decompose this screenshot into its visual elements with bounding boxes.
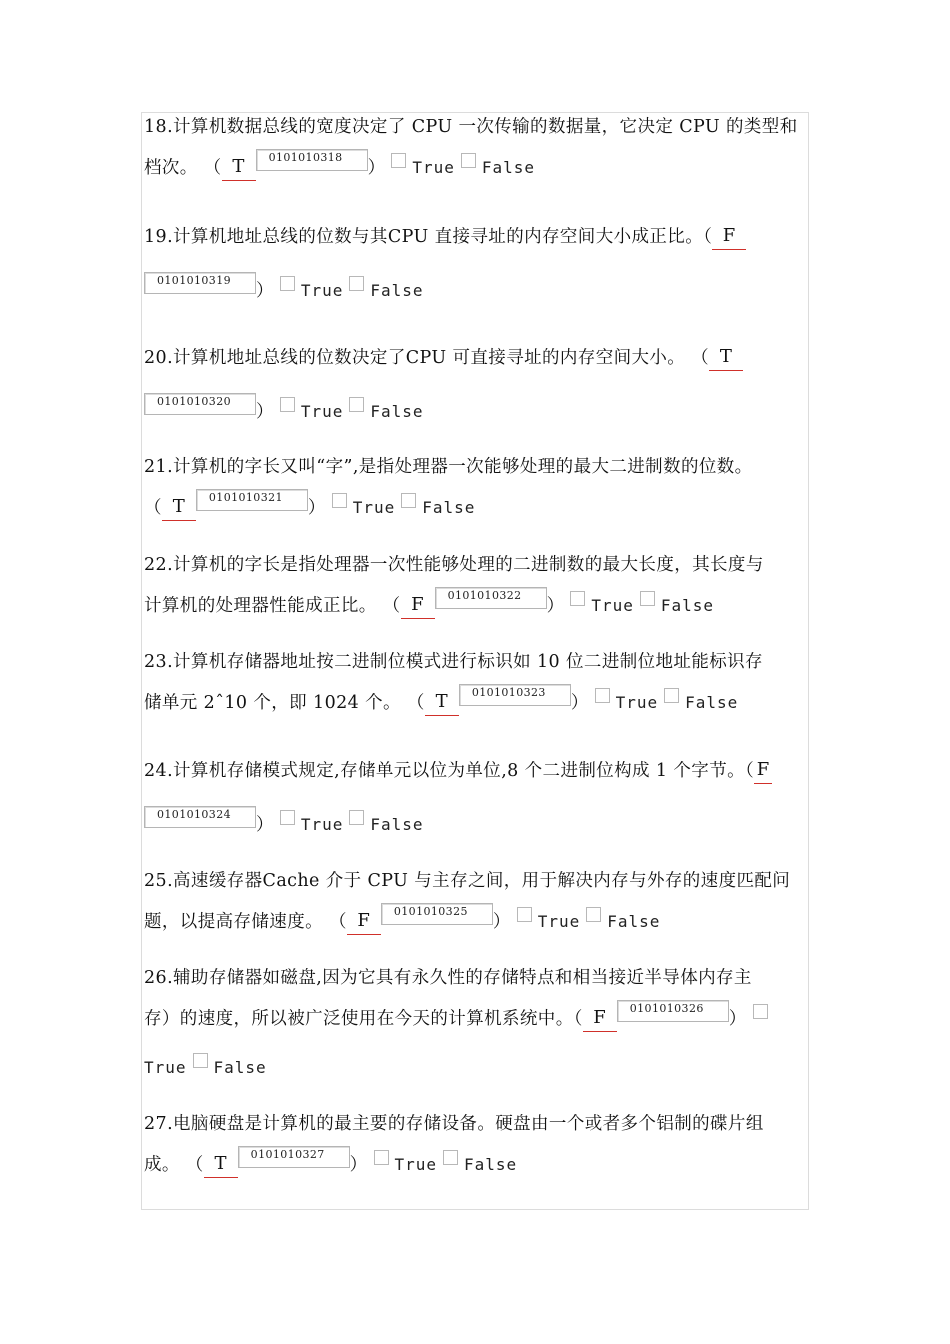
false-checkbox[interactable] (443, 1150, 458, 1165)
question-text-cont: 存）的速度，所以被广泛使用在今天的计算机系统中。（ (144, 1009, 583, 1029)
close-paren: ） (728, 1009, 747, 1029)
true-label: True (591, 596, 634, 615)
question-text: 21.计算机的字长又叫“字”,是指处理器一次能够处理的最大二进制数的位数。 (144, 457, 753, 477)
open-paren: （ (144, 498, 162, 518)
close-paren: ） (256, 402, 274, 422)
answer-mark: T (425, 691, 459, 716)
false-label: False (463, 1155, 518, 1174)
answer-line (144, 1002, 768, 1032)
true-checkbox[interactable] (570, 591, 585, 606)
answer-line (144, 1148, 518, 1178)
true-label: True (412, 158, 455, 177)
answer-mark: T (204, 1153, 238, 1178)
answer-line (144, 589, 715, 619)
true-label: True (394, 1155, 438, 1174)
question-text-cont: 计算机的处理器性能成正比。 （ (144, 596, 401, 616)
question-id-field[interactable]: 0101010327 (238, 1146, 350, 1168)
false-label: False (607, 912, 661, 931)
question-id-field[interactable]: 0101010318 (256, 149, 368, 171)
answer-line (144, 395, 424, 425)
close-paren: ） (367, 158, 386, 178)
close-paren: ） (256, 281, 274, 301)
close-paren: ） (570, 693, 589, 713)
true-label: True (300, 281, 344, 300)
true-checkbox[interactable] (753, 1004, 768, 1019)
close-paren: ） (349, 1155, 368, 1175)
question-line (144, 345, 743, 371)
close-paren: ） (307, 498, 326, 518)
true-checkbox[interactable] (391, 153, 406, 168)
question-id-field[interactable]: 0101010323 (459, 684, 571, 706)
question-id-field[interactable]: 0101010320 (144, 393, 256, 415)
question-line (144, 758, 772, 784)
true-checkbox[interactable] (332, 493, 347, 508)
question-text-cont: 储单元 2ˆ10 个，即 1024 个。 （ (144, 693, 425, 713)
answer-line (144, 151, 536, 181)
true-label: True (537, 912, 581, 931)
question-id-field[interactable]: 0101010325 (381, 903, 493, 925)
question-text: 26.辅助存储器如磁盘,因为它具有永久性的存储特点和相当接近半导体内存主 (144, 968, 752, 988)
true-checkbox[interactable] (280, 810, 295, 825)
question-text: 27.电脑硬盘是计算机的最主要的存储设备。硬盘由一个或者多个铝制的碟片组 (144, 1114, 764, 1134)
question-line (144, 224, 746, 250)
false-checkbox[interactable] (349, 276, 364, 291)
question-text: 19.计算机地址总线的位数与其CPU 直接寻址的内存空间大小成正比。（ (144, 227, 713, 247)
question-id-field[interactable]: 0101010326 (617, 1000, 729, 1022)
question-text: 25.高速缓存器Cache 介于 CPU 与主存之间，用于解决内存与外存的速度匹配问 (144, 871, 791, 891)
close-paren: ） (492, 912, 511, 932)
question-id-field[interactable]: 0101010322 (435, 587, 547, 609)
answer-mark: T (222, 156, 256, 181)
false-label: False (370, 815, 424, 834)
answer-line (144, 274, 424, 304)
false-checkbox[interactable] (640, 591, 655, 606)
true-checkbox[interactable] (595, 688, 610, 703)
false-label: False (422, 498, 476, 517)
false-checkbox[interactable] (349, 397, 364, 412)
false-checkbox[interactable] (193, 1053, 208, 1068)
false-checkbox[interactable] (401, 493, 416, 508)
false-checkbox[interactable] (461, 153, 476, 168)
close-paren: ） (256, 815, 274, 835)
answer-line-cont (144, 1055, 267, 1081)
question-id-field[interactable]: 0101010324 (144, 806, 256, 828)
question-id-field[interactable]: 0101010321 (196, 489, 308, 511)
answer-line (144, 491, 476, 521)
true-checkbox[interactable] (374, 1150, 389, 1165)
false-label: False (660, 596, 715, 615)
answer-mark: F (347, 910, 381, 935)
question-text-cont: 成。 （ (144, 1155, 204, 1175)
false-label: False (481, 158, 536, 177)
answer-line (144, 808, 424, 838)
false-label: False (370, 281, 424, 300)
close-paren: ） (546, 596, 565, 616)
answer-mark: T (709, 346, 743, 371)
question-text: 18.计算机数据总线的宽度决定了 CPU 一次传输的数据量，它决定 CPU 的类型和 (144, 117, 798, 137)
answer-mark: F (401, 594, 435, 619)
false-label: False (370, 402, 424, 421)
false-checkbox[interactable] (664, 688, 679, 703)
true-label: True (352, 498, 396, 517)
true-checkbox[interactable] (280, 276, 295, 291)
answer-mark: F (712, 225, 746, 250)
answer-mark: T (162, 496, 196, 521)
true-label: True (144, 1058, 187, 1077)
false-label: False (685, 693, 739, 712)
question-text: 20.计算机地址总线的位数决定了CPU 可直接寻址的内存空间大小。 （ (144, 348, 710, 368)
question-text-cont: 档次。 （ (144, 158, 222, 178)
question-id-field[interactable]: 0101010319 (144, 272, 256, 294)
question-text: 22.计算机的字长是指处理器一次性能够处理的二进制数的最大长度，其长度与 (144, 555, 764, 575)
true-checkbox[interactable] (280, 397, 295, 412)
answer-mark: F (754, 759, 772, 784)
false-label: False (213, 1058, 267, 1077)
question-text-cont: 题，以提高存储速度。 （ (144, 912, 347, 932)
question-text: 24.计算机存储模式规定,存储单元以位为单位,8 个二进制位构成 1 个字节。（ (144, 761, 755, 781)
true-label: True (300, 402, 344, 421)
question-text: 23.计算机存储器地址按二进制位模式进行标识如 10 位二进制位地址能标识存 (144, 652, 763, 672)
true-checkbox[interactable] (517, 907, 532, 922)
false-checkbox[interactable] (349, 810, 364, 825)
answer-line (144, 686, 739, 716)
answer-mark: F (583, 1007, 617, 1032)
false-checkbox[interactable] (586, 907, 601, 922)
answer-line (144, 905, 661, 935)
true-label: True (615, 693, 659, 712)
true-label: True (300, 815, 344, 834)
